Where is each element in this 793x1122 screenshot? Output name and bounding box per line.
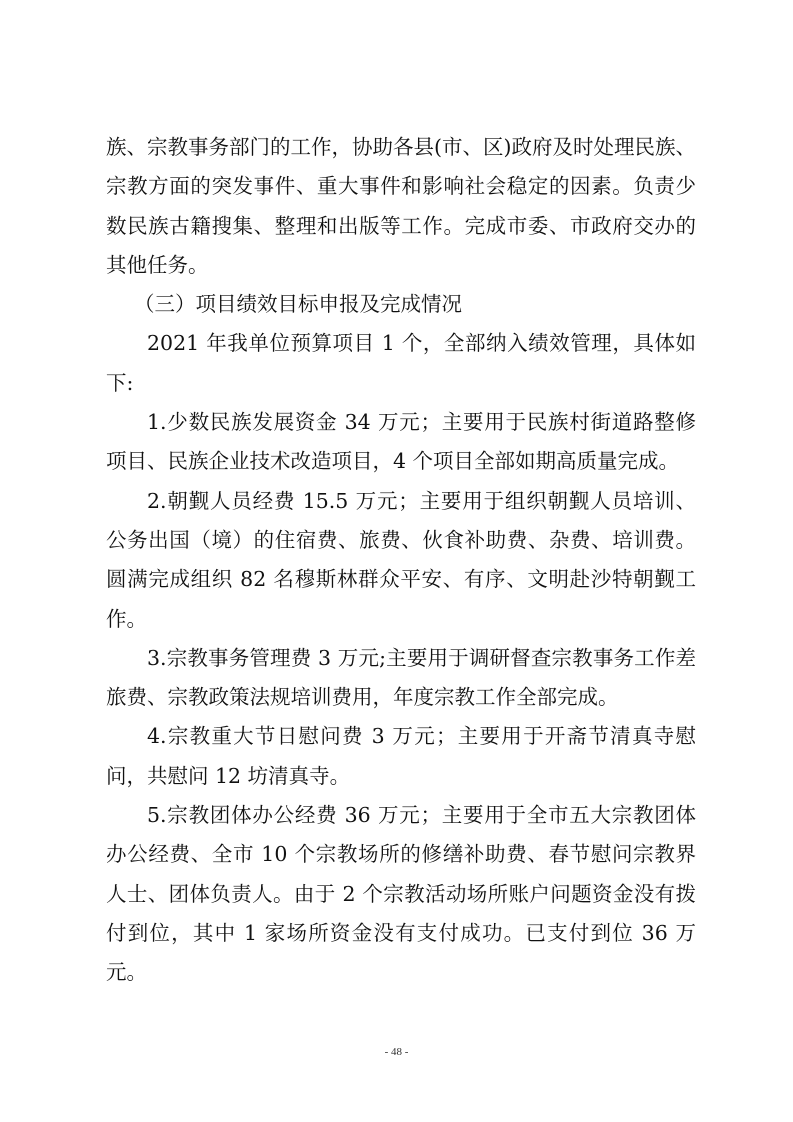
paragraph-item-2: 2.朝觐人员经费 15.5 万元；主要用于组织朝觐人员培训、公务出国（境）的住宿费、旅费、伙食补助费、杂费、培训费。圆满完成组织 82 名穆斯林群众平安、有序、文明赴沙特朝觐工作。 (106, 488, 696, 631)
paragraph-item-1: 1.少数民族发展资金 34 万元；主要用于民族村街道路整修项目、民族企业技术改造项目，4 个项目全部如期高质量完成。 (106, 410, 696, 474)
page-number: - 48 - (384, 1046, 409, 1058)
document-body (106, 128, 696, 993)
paragraph-item-3: 3.宗教事务管理费 3 万元;主要用于调研督查宗教事务工作差旅费、宗教政策法规培训费用，年度宗教工作全部完成。 (106, 645, 696, 710)
paragraph-item-5: 5.宗教团体办公经费 36 万元；主要用于全市五大宗教团体办公经费、全市 10 个宗教场所的修缮补助费、春节慰问宗教界人士、团体负责人。由于 2 个宗教活动场所账户问题资金没有拨付到位，其中 1 家场所资金没有支付成功。已支付到位 36 万元。 (106, 803, 696, 985)
paragraph-continuation: 族、宗教事务部门的工作，协助各县(市、区)政府及时处理民族、宗教方面的突发事件、重大事件和影响社会稳定的因素。负责少数民族古籍搜集、整理和出版等工作。完成市委、市政府交办的其他任务。 (106, 135, 696, 277)
paragraph-item-4: 4.宗教重大节日慰问费 3 万元；主要用于开斋节清真寺慰问，共慰问 12 坊清真寺。 (106, 724, 696, 788)
section-heading: （三）项目绩效目标申报及完成情况 (134, 292, 462, 317)
paragraph-intro: 2021 年我单位预算项目 1 个，全部纳入绩效管理，具体如下: (106, 331, 696, 395)
